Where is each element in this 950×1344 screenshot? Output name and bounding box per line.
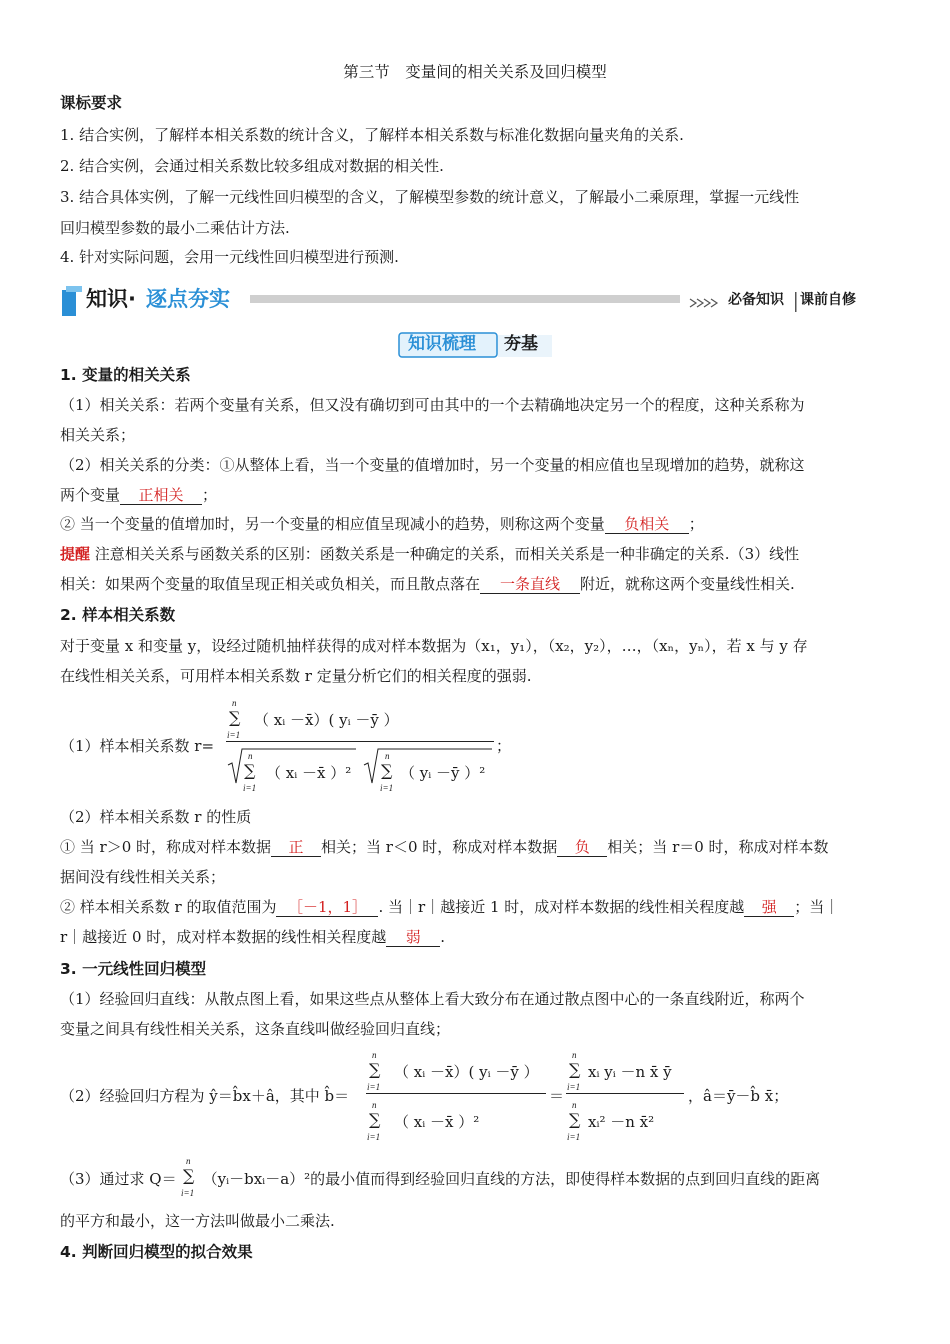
s1-tip-a: 注意相关关系与函数关系的区别：函数关系是一种确定的关系，而相关关系是一种非确定的关系.（3）线性: [94, 545, 800, 563]
f1-num-lower: i=1: [227, 730, 241, 740]
q-upper: n: [186, 1156, 191, 1166]
f1-den-upper-b: n: [385, 751, 390, 761]
s3-p3b: （yᵢ－bxᵢ－a）²的最小值而得到经验回归直线的方法，即使得样本数据的点到回归直线的距离: [202, 1170, 821, 1188]
banner-right-b: 课前自修: [800, 292, 856, 308]
s2-p1b: 在线性相关关系，可用样本相关系数 r 定量分析它们的相关程度的强弱.: [60, 667, 532, 685]
s1-p2-line: [60, 486, 890, 506]
s2-p4-line-2: [60, 928, 890, 948]
f2-den1-upper: n: [372, 1100, 377, 1110]
f2-num2-sigma: ∑: [569, 1060, 581, 1079]
f2-den2-sigma: ∑: [569, 1110, 581, 1129]
s1-heading: 1. 变量的相关关系: [60, 366, 191, 384]
f1-label: （1）样本相关系数 r=: [60, 737, 215, 755]
s2-p3c: 相关；当 r＝0 时，称成对样本数: [607, 838, 829, 856]
f2-num1-lower: i=1: [367, 1082, 381, 1092]
f2-numerator-1: （ xᵢ －x̄）( yᵢ －ȳ ）: [394, 1063, 539, 1081]
s2-p4a: ② 样本相关系数 r 的取值范围为: [60, 898, 277, 916]
kb-item-1: 1. 结合实例，了解样本相关系数的统计含义，了解样本相关系数与标准化数据向量夹角的关系.: [60, 126, 684, 144]
kb-item-2: 2. 结合实例，会通过相关系数比较多组成对数据的相关性.: [60, 157, 444, 175]
f2-fraction-bar-2: [566, 1093, 684, 1094]
answer-range: ［－1，1］: [276, 898, 378, 917]
f2-numerator-2: xᵢ yᵢ －n x̄ ȳ: [588, 1063, 672, 1081]
f2-tail: ，â＝ȳ－b̂ x̄；: [688, 1087, 789, 1105]
s1-p1a: （1）相关关系：若两个变量有关系，但又没有确切到可由其中的一个去精确地决定另一个的程度，这种关系称为: [60, 396, 805, 414]
s3-p1b: 变量之间具有线性相关关系，这条直线叫做经验回归直线；: [60, 1020, 451, 1038]
f2-den2-upper: n: [572, 1100, 577, 1110]
kb-item-3: 3. 结合具体实例，了解一元线性回归模型的含义，了解模型参数的统计意义，了解最小二乘原理，掌握一元线性: [60, 188, 800, 206]
answer-negative-correlation: 负相关: [605, 515, 689, 534]
answer-positive: 正: [271, 838, 321, 857]
section-banner: [60, 286, 890, 320]
banner-left-b: 逐点夯实: [146, 287, 230, 311]
s2-p1a: 对于变量 x 和变量 y，设经过随机抽样获得的成对样本数据为（x₁，y₁），（x₂，y₂），…，（xₙ，yₙ），若 x 与 y 存: [60, 637, 808, 655]
s3-p3a: （3）通过求 Q＝: [60, 1170, 177, 1188]
s2-p3d: 据间没有线性相关关系；: [60, 868, 226, 886]
f2-denominator-1: （ xᵢ －x̄ ）²: [394, 1113, 480, 1131]
s1-tip-b: 相关：如果两个变量的取值呈现正相关或负相关，而且散点落在: [60, 575, 481, 593]
answer-negative: 负: [557, 838, 607, 857]
f2-num2-upper: n: [572, 1050, 577, 1060]
f2-denominator-2: xᵢ² －n x̄²: [588, 1113, 655, 1131]
s2-p3a: ① 当 r＞0 时，称成对样本数据: [60, 838, 272, 856]
s3-p1a: （1）经验回归直线：从散点图上看，如果这些点从整体上看大致分布在通过散点图中心的一条直线附近，称两个: [60, 990, 805, 1008]
f1-den-upper-a: n: [248, 751, 253, 761]
f1-numerator: （ xᵢ －x̄）( yᵢ －ȳ ）: [254, 711, 399, 729]
f2-den1-sigma: ∑: [369, 1110, 381, 1129]
banner-right-a: 必备知识: [728, 292, 784, 308]
s1-tip-c: 附近，就称这两个变量线性相关.: [580, 575, 795, 593]
answer-strong: 强: [744, 898, 794, 917]
banner-left-a: 知识·: [86, 287, 136, 311]
s1-p3a: ② 当一个变量的值增加时，另一个变量的相应值呈现减小的趋势，则称这两个变量: [60, 515, 605, 533]
f1-num-sigma: ∑: [229, 708, 241, 727]
s2-p4b: . 当｜r｜越接近 1 时，成对样本数据的线性相关程度越: [378, 898, 745, 916]
f2-equals: ＝: [549, 1087, 565, 1105]
f2-num1-upper: n: [372, 1050, 377, 1060]
f1-den-a: （ xᵢ －x̄ ）²: [266, 764, 352, 782]
s1-p1b: 相关关系；: [60, 426, 136, 444]
f1-fraction-bar: [226, 741, 494, 742]
f1-den-sigma-b: ∑: [381, 761, 393, 780]
s2-p3-line: [60, 838, 890, 858]
badge-b: 夯基: [504, 334, 538, 354]
s2-p2: （2）样本相关系数 r 的性质: [60, 808, 252, 826]
f1-den-lower-b: i=1: [380, 783, 394, 793]
s2-p4e: .: [440, 928, 446, 946]
f1-den-b: （ yᵢ －ȳ ）²: [400, 764, 486, 782]
answer-positive-correlation: 正相关: [120, 486, 202, 505]
f1-end: ；: [496, 737, 512, 755]
f2-den1-lower: i=1: [367, 1132, 381, 1142]
s2-p4c: ；当｜: [794, 898, 840, 916]
s1-tip-line: [60, 545, 890, 565]
section-badge: [398, 330, 554, 360]
s2-p3b: 相关；当 r＜0 时，称成对样本数据: [321, 838, 558, 856]
f1-den-lower-a: i=1: [243, 783, 257, 793]
page-title: 第三节 变量间的相关关系及回归模型: [343, 63, 607, 81]
kb-item-4: 4. 针对实际问题，会用一元线性回归模型进行预测.: [60, 248, 399, 266]
f2-num1-sigma: ∑: [369, 1060, 381, 1079]
f2-fraction-bar-1: [366, 1093, 546, 1094]
s2-heading: 2. 样本相关系数: [60, 606, 176, 624]
f1-den-sigma-a: ∑: [244, 761, 256, 780]
s1-p3b: ；: [688, 515, 704, 533]
s2-p4d: r｜越接近 0 时，成对样本数据的线性相关程度越: [60, 928, 387, 946]
kb-item-3-cont: 回归模型参数的最小二乘估计方法.: [60, 219, 290, 237]
f1-num-upper: n: [232, 698, 237, 708]
s1-p3-line: [60, 515, 890, 535]
answer-straight-line: 一条直线: [480, 575, 580, 594]
answer-weak: 弱: [386, 928, 440, 947]
q-sigma: ∑: [183, 1166, 195, 1185]
f2-label: （2）经验回归方程为 ŷ＝b̂x＋â，其中 b̂＝: [60, 1087, 350, 1105]
s1-p2c: ；: [202, 486, 218, 504]
f2-num2-lower: i=1: [567, 1082, 581, 1092]
s1-tip-line-2: [60, 575, 890, 595]
badge-a: 知识梳理: [408, 334, 476, 354]
s3-p3c: 的平方和最小，这一方法叫做最小二乘法.: [60, 1212, 335, 1230]
f2-den2-lower: i=1: [567, 1132, 581, 1142]
s4-heading: 4. 判断回归模型的拟合效果: [60, 1243, 253, 1261]
s3-heading: 3. 一元线性回归模型: [60, 960, 207, 978]
s1-p2a: （2）相关关系的分类：①从整体上看，当一个变量的值增加时，另一个变量的相应值也呈现增加的趋势，就称这: [60, 456, 805, 474]
tip-label: 提醒: [60, 545, 91, 563]
s2-p4-line: [60, 898, 890, 918]
s1-p2b: 两个变量: [60, 486, 121, 504]
kb-heading: 课标要求: [60, 94, 123, 112]
q-lower: i=1: [181, 1188, 195, 1198]
